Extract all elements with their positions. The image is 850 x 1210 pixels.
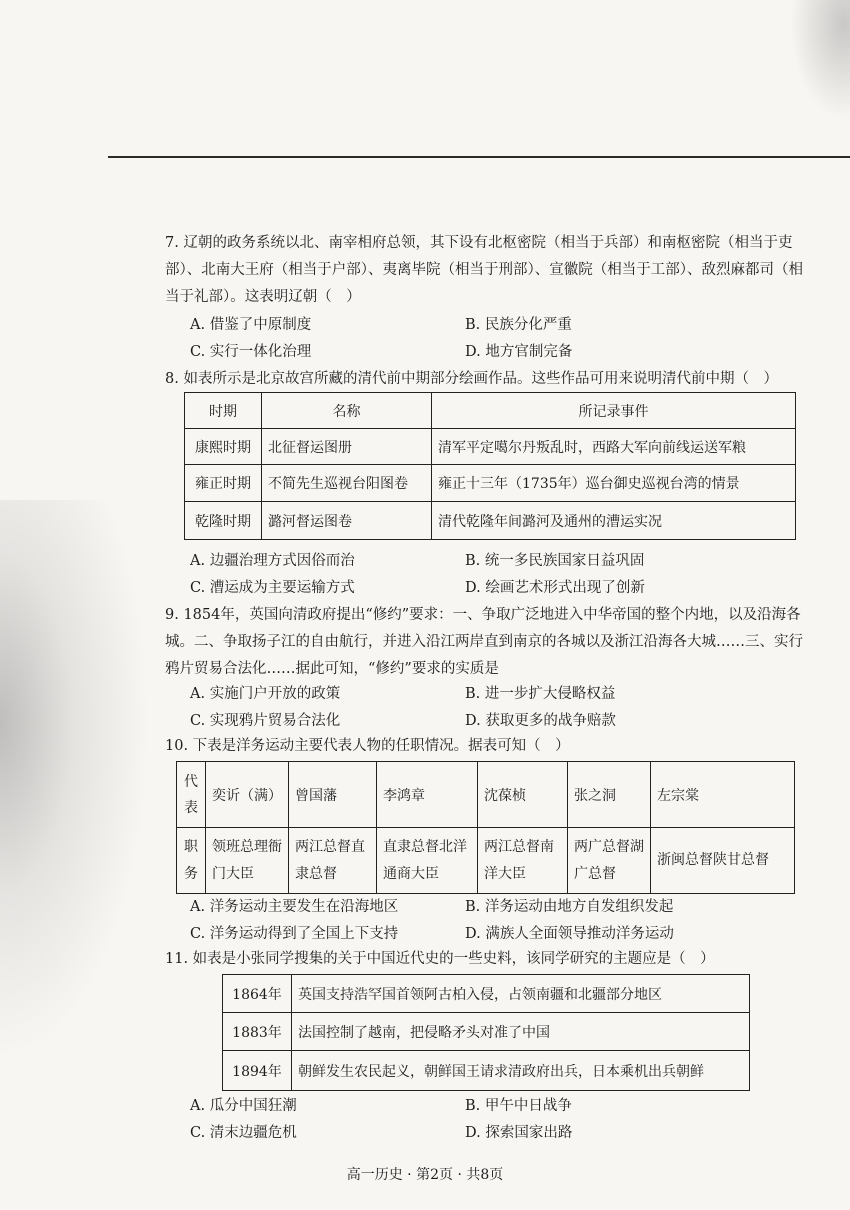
table-cell: 奕䜣（满） <box>206 762 289 828</box>
q11-option-d: D. 探索国家出路 <box>465 1125 573 1141</box>
header-rule <box>108 156 850 158</box>
q11-table <box>222 974 750 1091</box>
question-9-stem: 9. 1854年，英国向清政府提出“修约”要求：一、争取广泛地进入中华帝国的整个内地，以及沿海各城。二、争取扬子江的自由航行，并进入沿江两岸直到南京的各城以及浙江沿海各大城……三、实行鸦片贸易合法化……据此可知，“修约”要求的实质是 <box>165 607 803 677</box>
q10-option-a: A. 洋务运动主要发生在沿海地区 <box>190 899 399 915</box>
table-cell: 两江总督南洋大臣 <box>478 828 568 894</box>
table-cell: 乾隆时期 <box>185 502 262 540</box>
table-row <box>185 393 796 429</box>
table-cell: 直隶总督北洋通商大臣 <box>377 828 478 894</box>
q9-option-c: C. 实现鸦片贸易合法化 <box>190 713 341 729</box>
table-header-cell: 职务 <box>177 828 206 894</box>
q7-option-a: A. 借鉴了中原制度 <box>190 317 312 333</box>
question-11-stem: 11. 如表是小张同学搜集的关于中国近代史的一些史料，该同学研究的主题应是（ ） <box>165 951 715 967</box>
q8-table <box>184 392 796 540</box>
table-row <box>185 465 796 502</box>
table-row <box>223 1013 750 1051</box>
q9-option-b: B. 进一步扩大侵略权益 <box>465 686 616 702</box>
table-cell: 清代乾隆年间潞河及通州的漕运实况 <box>432 502 796 540</box>
table-cell: 两江总督直隶总督 <box>289 828 377 894</box>
table-cell: 浙闽总督陕甘总督 <box>651 828 795 894</box>
table-cell: 潞河督运图卷 <box>262 502 432 540</box>
q10-option-b: B. 洋务运动由地方自发组织发起 <box>465 899 674 915</box>
table-row <box>223 975 750 1013</box>
scan-noise-left <box>0 500 150 1060</box>
q9-option-a: A. 实施门户开放的政策 <box>190 686 341 702</box>
q11-option-a: A. 瓜分中国狂潮 <box>190 1098 297 1114</box>
table-header-cell: 时期 <box>185 393 262 429</box>
scan-noise-corner <box>790 0 850 120</box>
q10-table <box>176 761 795 894</box>
table-cell: 张之洞 <box>568 762 651 828</box>
table-cell: 两广总督湖广总督 <box>568 828 651 894</box>
table-cell: 曾国藩 <box>289 762 377 828</box>
table-cell: 雍正时期 <box>185 465 262 502</box>
q10-option-d: D. 满族人全面领导推动洋务运动 <box>465 926 674 942</box>
question-8-stem: 8. 如表所示是北京故宫所藏的清代前中期部分绘画作品。这些作品可用来说明清代前中期（ ） <box>165 371 778 387</box>
table-cell: 1864年 <box>223 975 292 1013</box>
table-header-cell: 代表 <box>177 762 206 828</box>
question-10-stem: 10. 下表是洋务运动主要代表人物的任职情况。据表可知（ ） <box>165 738 570 754</box>
table-row <box>177 828 795 894</box>
table-cell: 康熙时期 <box>185 429 262 465</box>
question-7-stem: 7. 辽朝的政务系统以北、南宰相府总领，其下设有北枢密院（相当于兵部）和南枢密院（相当于吏部）、北南大王府（相当于户部）、夷离毕院（相当于刑部）、宣徽院（相当于工部）、敌烈麻都司（相当于礼部）。这表明辽朝（ ） <box>165 235 803 305</box>
table-cell: 左宗棠 <box>651 762 795 828</box>
table-header-cell: 名称 <box>262 393 432 429</box>
q11-option-c: C. 清末边疆危机 <box>190 1125 297 1141</box>
table-cell: 沈葆桢 <box>478 762 568 828</box>
table-cell: 北征督运图册 <box>262 429 432 465</box>
q11-option-b: B. 甲午中日战争 <box>465 1098 572 1114</box>
table-cell: 李鸿章 <box>377 762 478 828</box>
q7-option-c: C. 实行一体化治理 <box>190 344 312 360</box>
table-header-cell: 所记录事件 <box>432 393 796 429</box>
table-row <box>223 1051 750 1091</box>
table-cell: 领班总理衙门大臣 <box>206 828 289 894</box>
q8-option-a: A. 边疆治理方式因俗而治 <box>190 553 355 569</box>
table-cell: 雍正十三年（1735年）巡台御史巡视台湾的情景 <box>432 465 796 502</box>
table-row <box>185 429 796 465</box>
table-cell: 1883年 <box>223 1013 292 1051</box>
table-cell: 法国控制了越南，把侵略矛头对准了中国 <box>292 1013 750 1051</box>
table-row <box>177 762 795 828</box>
q8-option-b: B. 统一多民族国家日益巩固 <box>465 553 645 569</box>
q10-option-c: C. 洋务运动得到了全国上下支持 <box>190 926 399 942</box>
q8-option-c: C. 漕运成为主要运输方式 <box>190 580 355 596</box>
q7-option-b: B. 民族分化严重 <box>465 317 572 333</box>
table-row <box>185 502 796 540</box>
q9-option-d: D. 获取更多的战争赔款 <box>465 713 616 729</box>
q8-option-d: D. 绘画艺术形式出现了创新 <box>465 580 645 596</box>
table-cell: 英国支持浩罕国首领阿古柏入侵，占领南疆和北疆部分地区 <box>292 975 750 1013</box>
page-footer: 高一历史 · 第2页 · 共8页 <box>346 1167 504 1183</box>
table-cell: 不简先生巡视台阳图卷 <box>262 465 432 502</box>
table-cell: 清军平定噶尔丹叛乱时，西路大军向前线运送军粮 <box>432 429 796 465</box>
table-cell: 朝鲜发生农民起义，朝鲜国王请求清政府出兵，日本乘机出兵朝鲜 <box>292 1051 750 1091</box>
q7-option-d: D. 地方官制完备 <box>465 344 573 360</box>
table-cell: 1894年 <box>223 1051 292 1091</box>
